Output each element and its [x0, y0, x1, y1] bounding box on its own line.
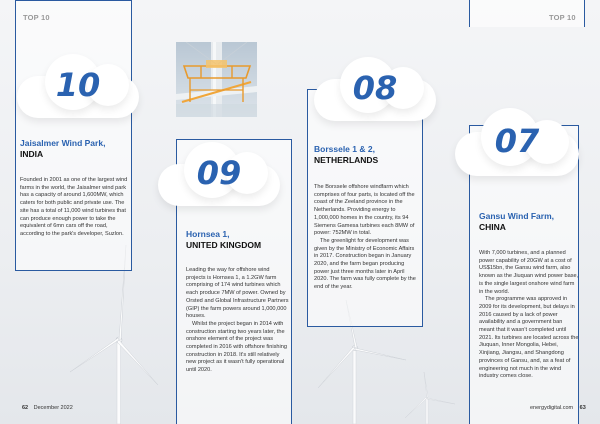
entry-heading — [479, 211, 577, 233]
entry-heading — [314, 144, 420, 166]
issue-date: December 2022 — [33, 405, 73, 411]
rank-number: 07 — [494, 122, 540, 160]
cloud-badge-icon — [455, 108, 579, 178]
entry-paragraph: With 7,000 turbines, and a planned power capability of 20GW at a cost of US$15bn, the Gansu wind farm, also known as the Jiuquan wind power base, is the single largest onshore wind farm in the world. — [479, 250, 579, 295]
entry-location: Borssele 1 & 2, — [314, 144, 375, 154]
rank-number: 10 — [55, 66, 101, 104]
page-number: 62 — [22, 405, 29, 411]
rank-number: 09 — [196, 154, 242, 192]
entry-paragraph: Whilst the project began in 2014 with construction starting two years later, the onshore element of the project was completed in 2016 with offshore finishing construction in 2018. It's still relatively new project as it wasn't fully operational until 2020. — [186, 320, 287, 374]
entry-paragraph: The Borssele offshore windfarm which comprises of four parts, is located off the coast of the Zeeland province in the Netherlands. Providing energy to 1,000,000 homes in the country, its 94 Siemens Gamesa turbines each 8MW of power: 752MW in total. — [314, 184, 415, 237]
entry-country: INDIA — [20, 149, 44, 159]
entry-location: Gansu Wind Farm, — [479, 211, 555, 221]
entry-text: Founded in 2001 as one of the largest wind farms in the world, the Jaisalmer wind park has a capacity of around 1,600MW, which caters for both public and private use. The site has a total of 11,000 wind turbines that can produce enough power to take the equivalent of 6mn cars off the road, according to the park's developer, Suzlon. — [20, 177, 128, 237]
page-number: 63 — [579, 405, 586, 411]
rank-number: 08 — [352, 69, 398, 107]
entry-country: CHINA — [479, 222, 506, 232]
site-link[interactable]: energydigital.com — [530, 405, 574, 411]
entry-location: Hornsea 1, — [186, 229, 230, 239]
entry-country: NETHERLANDS — [314, 155, 379, 165]
footer-right — [530, 405, 586, 411]
entry-paragraph: Leading the way for offshore wind projects is Hornsea 1, a 1.2GW farm comprising of 174 wind turbines which each produce 7MW of power. Owned by Orsted and Global Infrastructure Partners (GIP) the farm powers around 1,000,000 houses. — [186, 267, 289, 320]
cloud-badge-icon — [158, 142, 280, 208]
cloud-badge-icon — [17, 52, 139, 120]
entry-text — [479, 250, 579, 381]
footer-left — [22, 405, 73, 411]
entry-heading — [186, 229, 291, 251]
entry-country: UNITED KINGDOM — [186, 240, 262, 250]
entry-text — [314, 184, 418, 292]
entry-text — [186, 267, 290, 375]
turbine-photo — [176, 42, 257, 117]
entry-paragraph: The greenlight for development was given by the Ministry of Economic Affairs in 2017. Construction began in January 2020, and the farm began producing power just three months later in April 2020. The farm was fully complete by the end of the year. — [314, 237, 416, 291]
entry-location: Jaisalmer Wind Park, — [20, 138, 106, 148]
entry-heading — [20, 138, 130, 160]
entry-card-07-top — [469, 0, 585, 27]
entry-paragraph: The programme was approved in 2009 for its development, but delays in 2016 caused by a lack of power availability and a government ban meant that it wasn't completed until 2021. Its turbines are located across the Jiuquan, Inner Mongolia, Hebei, Xinjiang, Jiangsu, and Shangdong provinces of Gansu, and, as a feat of engineering not much in the wind industry comes close. — [479, 296, 579, 380]
cloud-badge-icon — [314, 57, 436, 123]
